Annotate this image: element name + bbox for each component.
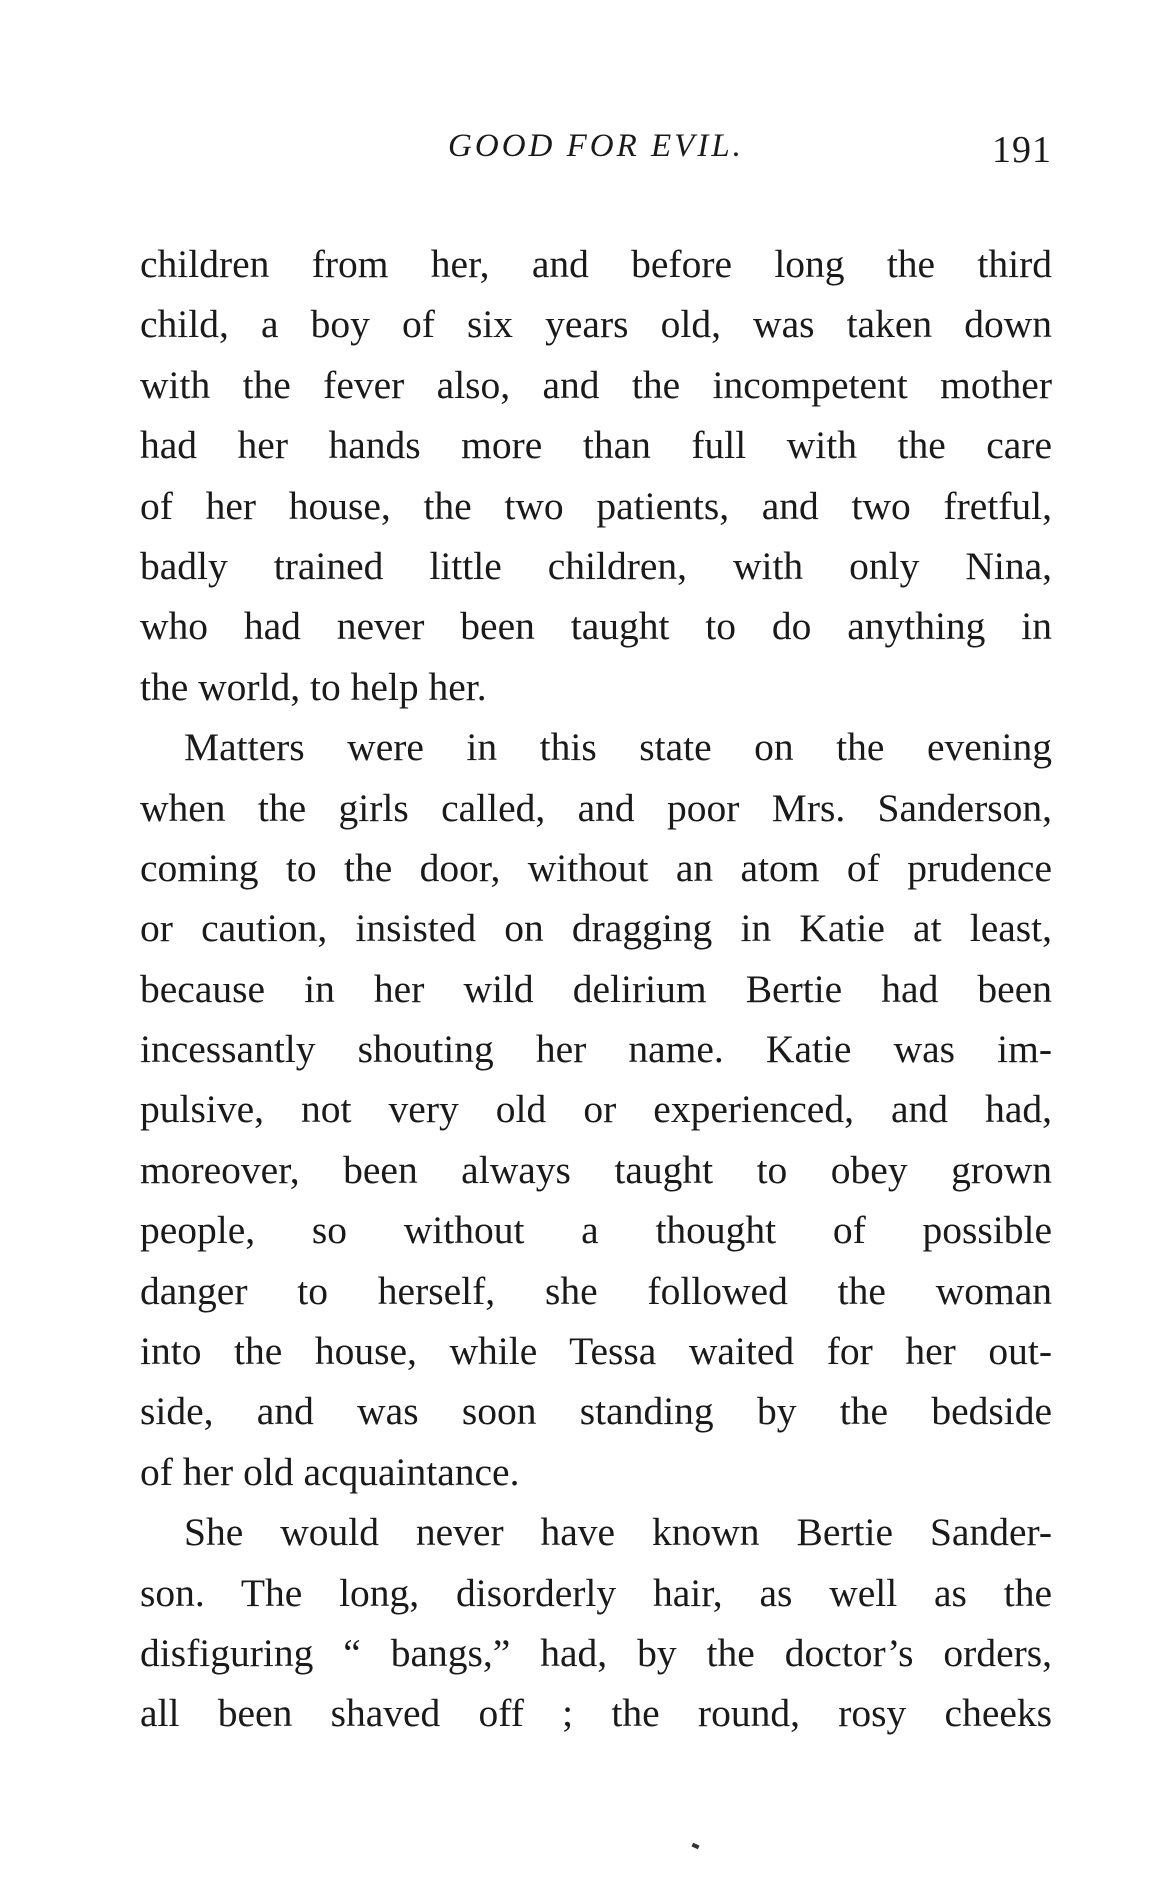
text-line: who had never been taught to do anything in [140,604,1052,649]
text-line: of her old acquaintance. [140,1449,520,1494]
text-line: the world, to help her. [140,664,487,709]
text-line: child, a boy of six years old, was taken down [140,302,1052,347]
text-line: badly trained little children, with only Nina, [140,543,1052,588]
page-number: 191 [992,129,1052,171]
text-line: when the girls called, and poor Mrs. Sanderson, [140,785,1052,830]
text-line: with the fever also, and the incompetent mother [140,362,1052,407]
paragraph-2 [140,717,1052,1502]
paragraph-3 [140,1502,1052,1744]
printer-mark [691,1843,699,1850]
page-header [140,128,1052,178]
text-line: into the house, while Tessa waited for her out- [140,1329,1052,1374]
paragraph-1 [140,234,1052,717]
text-line: children from her, and before long the third [140,242,1052,286]
text-line: pulsive, not very old or experienced, and had, [140,1087,1052,1132]
text-line: She would never have known Bertie Sander- [184,1510,1052,1555]
text-line: people, so without a thought of possible [140,1208,1052,1253]
text-line: danger to herself, she followed the woman [140,1268,1052,1313]
text-line: coming to the door, without an atom of prudence [140,845,1052,890]
text-line: side, and was soon standing by the bedside [140,1389,1052,1434]
text-line: disfiguring “ bangs,” had, by the doctor’s orders, [140,1630,1052,1675]
text-line: because in her wild delirium Bertie had been [140,966,1052,1011]
body-text [140,234,1052,1744]
text-line: or caution, insisted on dragging in Katie at least, [140,906,1052,951]
text-line: son. The long, disorderly hair, as well as the [140,1570,1052,1615]
text-line: had her hands more than full with the care [140,423,1052,468]
text-line: Matters were in this state on the evening [184,725,1052,770]
text-line: of her house, the two patients, and two fretful, [140,483,1052,528]
text-line: all been shaved off ; the round, rosy cheeks [140,1691,1052,1736]
running-title: GOOD FOR EVIL. [448,128,744,164]
text-line: incessantly shouting her name. Katie was im- [140,1027,1052,1072]
text-line: moreover, been always taught to obey grown [140,1147,1052,1192]
